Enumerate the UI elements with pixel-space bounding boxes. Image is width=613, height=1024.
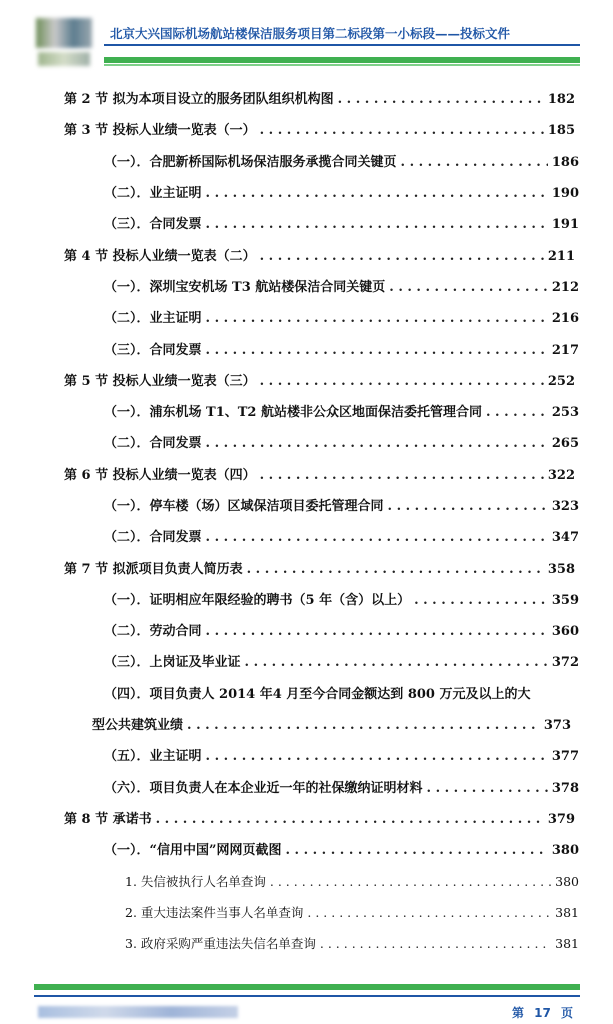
toc-entry[interactable] <box>0 710 613 741</box>
toc-entry-label: 3. 政府采购严重违法失信名单查询 <box>125 936 316 952</box>
toc-entry-label: （一）．合肥新桥国际机场保洁服务承揽合同关键页 <box>104 154 397 170</box>
toc-entry-page: 359 <box>551 592 579 608</box>
toc-entry-page: 381 <box>555 905 579 921</box>
toc-entry[interactable] <box>0 929 613 960</box>
footer-rule-green <box>34 984 580 990</box>
toc-entry[interactable] <box>0 178 613 209</box>
toc-entry-label: （五）．业主证明 <box>104 749 202 765</box>
toc-entry-page: 217 <box>551 342 579 358</box>
toc-entry-label: 第 5 节 投标人业绩一览表（三） <box>64 373 256 389</box>
toc-entry-page: 252 <box>547 373 575 389</box>
toc-entry-page: 377 <box>551 749 579 765</box>
toc-entry[interactable] <box>0 460 613 491</box>
toc-entry-label: 型公共建筑业绩 <box>92 718 184 734</box>
toc-entry-page: 380 <box>555 873 579 889</box>
toc-entry-page: 372 <box>551 655 579 671</box>
toc-entry[interactable] <box>0 428 613 459</box>
toc-entry-label: （一）．浦东机场 T1、T2 航站楼非公众区地面保洁委托管理合同 <box>104 405 482 421</box>
toc-entry-page: 186 <box>551 154 579 170</box>
toc-dot-leader <box>206 750 548 763</box>
toc-dot-leader <box>206 312 548 325</box>
toc-entry-label: 第 6 节 投标人业绩一览表（四） <box>64 467 256 483</box>
header-rule-green-light <box>104 64 580 66</box>
toc-dot-leader <box>206 437 548 450</box>
toc-entry[interactable] <box>0 898 613 929</box>
toc-entry-page: 347 <box>551 530 579 546</box>
toc-entry-page: 253 <box>551 405 579 421</box>
toc-entry[interactable] <box>0 804 613 835</box>
toc-entry[interactable] <box>0 553 613 584</box>
toc-entry-label: 第 3 节 投标人业绩一览表（一） <box>64 123 256 139</box>
toc-entry-page: 182 <box>547 92 575 108</box>
toc-entry-page: 185 <box>547 123 575 139</box>
toc-entry[interactable] <box>0 240 613 271</box>
toc-entry-page: 358 <box>547 561 575 577</box>
toc-dot-leader <box>486 406 548 419</box>
toc-entry-label: （二）．业主证明 <box>104 186 202 202</box>
toc-dot-leader <box>427 782 548 795</box>
toc-dot-leader <box>338 93 544 106</box>
footer-page-number: 第 17 页 <box>511 1006 573 1020</box>
toc-dot-leader <box>156 813 544 826</box>
toc-entry[interactable] <box>0 303 613 334</box>
toc-entry[interactable] <box>0 679 613 710</box>
toc-entry-page: 380 <box>551 843 579 859</box>
toc-dot-leader <box>187 719 540 732</box>
toc-entry[interactable] <box>0 522 613 553</box>
toc-dot-leader <box>307 907 551 920</box>
toc-entry-page: 373 <box>543 718 571 734</box>
toc-entry-label: 1. 失信被执行人名单查询 <box>125 873 266 889</box>
toc-entry[interactable] <box>0 616 613 647</box>
toc-dot-leader <box>247 563 544 576</box>
toc-entry-page: 212 <box>551 279 579 295</box>
footer-rule-blue <box>34 995 580 997</box>
toc-entry-page: 190 <box>551 186 579 202</box>
toc-entry[interactable] <box>0 491 613 522</box>
toc-entry-label: （一）．“信用中国”网网页截图 <box>104 843 282 859</box>
toc-entry-label: 第 4 节 投标人业绩一览表（二） <box>64 248 256 264</box>
toc-dot-leader <box>206 218 548 231</box>
toc-entry[interactable] <box>0 209 613 240</box>
toc-entry[interactable] <box>0 147 613 178</box>
toc-entry-page: 360 <box>551 624 579 640</box>
toc-dot-leader <box>388 500 548 513</box>
toc-entry[interactable] <box>0 334 613 365</box>
toc-entry-page: 191 <box>551 217 579 233</box>
toc-dot-leader <box>260 250 544 263</box>
toc-entry-page: 381 <box>555 936 579 952</box>
toc-dot-leader <box>389 281 548 294</box>
toc-entry-label: （三）．合同发票 <box>104 217 202 233</box>
toc-entry-label: （二）．合同发票 <box>104 530 202 546</box>
toc-entry-label: （一）．证明相应年限经验的聘书（5 年（含）以上） <box>104 592 411 608</box>
toc-entry-label: （三）．合同发票 <box>104 342 202 358</box>
toc-entry-label: （四）．项目负责人 2014 年4 月至今合同金额达到 800 万元及以上的大 <box>104 686 531 702</box>
toc-entry-label: 第 7 节 拟派项目负责人简历表 <box>64 561 243 577</box>
toc-entry[interactable] <box>0 84 613 115</box>
toc-entry-label: （一）．深圳宝安机场 T3 航站楼保洁合同关键页 <box>104 279 386 295</box>
toc-dot-leader <box>245 656 548 669</box>
company-logo <box>34 14 96 72</box>
toc-entry[interactable] <box>0 115 613 146</box>
toc-dot-leader <box>206 531 548 544</box>
table-of-contents <box>0 84 613 960</box>
toc-entry[interactable] <box>0 866 613 897</box>
toc-entry-label: （三）．上岗证及毕业证 <box>104 655 241 671</box>
footer-company-name-blurred <box>38 1006 238 1018</box>
toc-dot-leader <box>270 876 551 889</box>
toc-dot-leader <box>401 156 548 169</box>
toc-entry-label: （二）．合同发票 <box>104 436 202 452</box>
toc-entry-page: 216 <box>551 311 579 327</box>
toc-entry[interactable] <box>0 585 613 616</box>
toc-entry-page: 323 <box>551 499 579 514</box>
toc-entry-page: 379 <box>547 811 575 827</box>
toc-dot-leader <box>260 124 544 137</box>
toc-entry-page: 211 <box>547 248 575 264</box>
toc-entry[interactable] <box>0 835 613 866</box>
toc-entry-page: 322 <box>547 467 575 483</box>
toc-dot-leader <box>260 375 544 388</box>
toc-dot-leader <box>206 625 548 638</box>
header-rule-green <box>104 57 580 63</box>
header-rule-blue <box>104 44 580 46</box>
toc-entry[interactable] <box>0 647 613 678</box>
toc-entry-label: 第 8 节 承诺书 <box>64 811 152 827</box>
toc-entry-label: 2. 重大违法案件当事人名单查询 <box>125 905 304 921</box>
toc-entry[interactable] <box>0 773 613 804</box>
toc-entry[interactable] <box>0 272 613 303</box>
toc-dot-leader <box>320 938 551 951</box>
toc-dot-leader <box>414 594 548 607</box>
toc-entry-page: 378 <box>551 780 579 796</box>
toc-entry-label: （二）．劳动合同 <box>104 624 202 640</box>
header-title: 北京大兴国际机场航站楼保洁服务项目第二标段第一小标段——投标文件 <box>110 26 511 41</box>
toc-entry[interactable] <box>0 397 613 428</box>
toc-entry-label: 第 2 节 拟为本项目设立的服务团队组织机构图 <box>64 92 334 108</box>
toc-entry-page: 265 <box>551 436 579 452</box>
toc-dot-leader <box>260 469 544 482</box>
toc-dot-leader <box>285 844 547 857</box>
toc-entry[interactable] <box>0 741 613 772</box>
toc-dot-leader <box>206 187 548 200</box>
toc-entry-label: （一）．停车楼（场）区域保洁项目委托管理合同 <box>104 499 384 514</box>
toc-dot-leader <box>206 344 548 357</box>
toc-entry-label: （二）．业主证明 <box>104 311 202 327</box>
toc-entry-label: （六）．项目负责人在本企业近一年的社保缴纳证明材料 <box>104 780 423 796</box>
toc-entry[interactable] <box>0 366 613 397</box>
